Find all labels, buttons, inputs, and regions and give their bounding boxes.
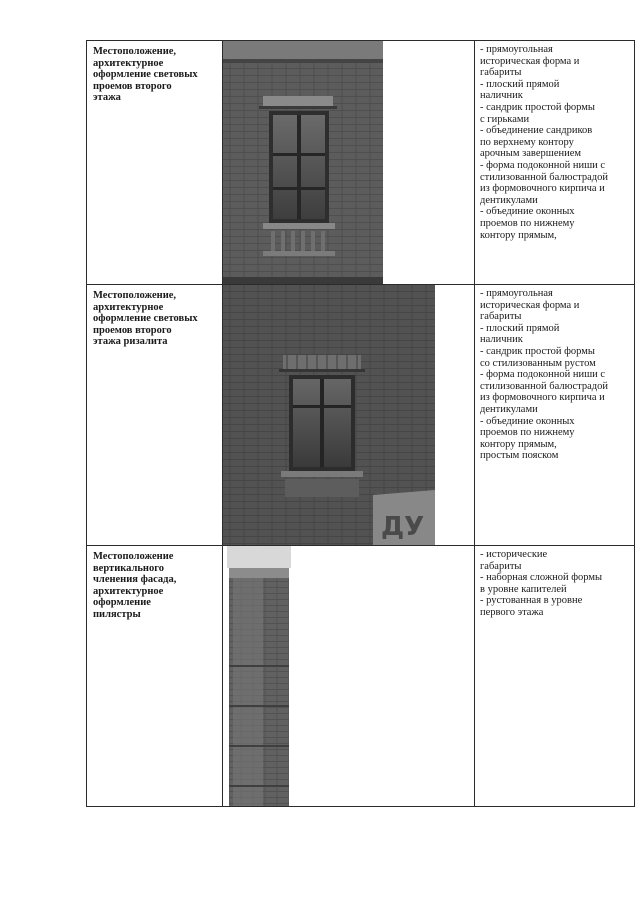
table-row bbox=[87, 41, 635, 285]
row-label-cell bbox=[87, 546, 223, 807]
photo-cell bbox=[223, 41, 475, 285]
description-list: - прямоугольная историческая форма и габариты - плоский прямой наличник - сандрик простой формы со стилизованным рустом - форма подоконной ниши с стилизованной балюстрадой из формовочного кирпича и дентикулами - объединие оконных проемов по нижнему контору прямым, простым пояском bbox=[480, 288, 608, 462]
photo-cell bbox=[223, 546, 475, 807]
row-label: Местоположение, архитектурное оформление световых проемов второго этажа bbox=[93, 46, 198, 104]
window-facade-photo bbox=[223, 41, 475, 284]
facade-elements-table bbox=[86, 40, 635, 807]
description-cell bbox=[475, 41, 635, 285]
row-label-cell bbox=[87, 41, 223, 285]
pilaster-photo bbox=[223, 546, 475, 806]
photo-cell bbox=[223, 285, 475, 546]
description-list: - прямоугольная историческая форма и габариты - плоский прямой наличник - сандрик простой формы с гирьками - объединение сандриков по верхнему контору арочным завершением - форма подоконной ниши с стилизованной балюстрадой из формовочного кирпича и дентикулами - объединие оконных проемов по нижнему контору прямым, bbox=[480, 44, 608, 241]
description-cell bbox=[475, 546, 635, 807]
row-label: Местоположение, архитектурное оформление световых проемов второго этажа ризалита bbox=[93, 290, 198, 348]
row-label-cell bbox=[87, 285, 223, 546]
description-list: - исторические габариты - наборная сложной формы в уровне капителей - рустованная в уровне первого этажа bbox=[480, 549, 603, 618]
svg-text:ДУ: ДУ bbox=[381, 512, 425, 542]
row-label: Местоположение вертикального членения фасада, архитектурное оформление пилястры bbox=[93, 551, 177, 620]
table-row bbox=[87, 285, 635, 546]
table-row bbox=[87, 546, 635, 807]
risalit-window-photo bbox=[223, 285, 475, 545]
description-cell bbox=[475, 285, 635, 546]
